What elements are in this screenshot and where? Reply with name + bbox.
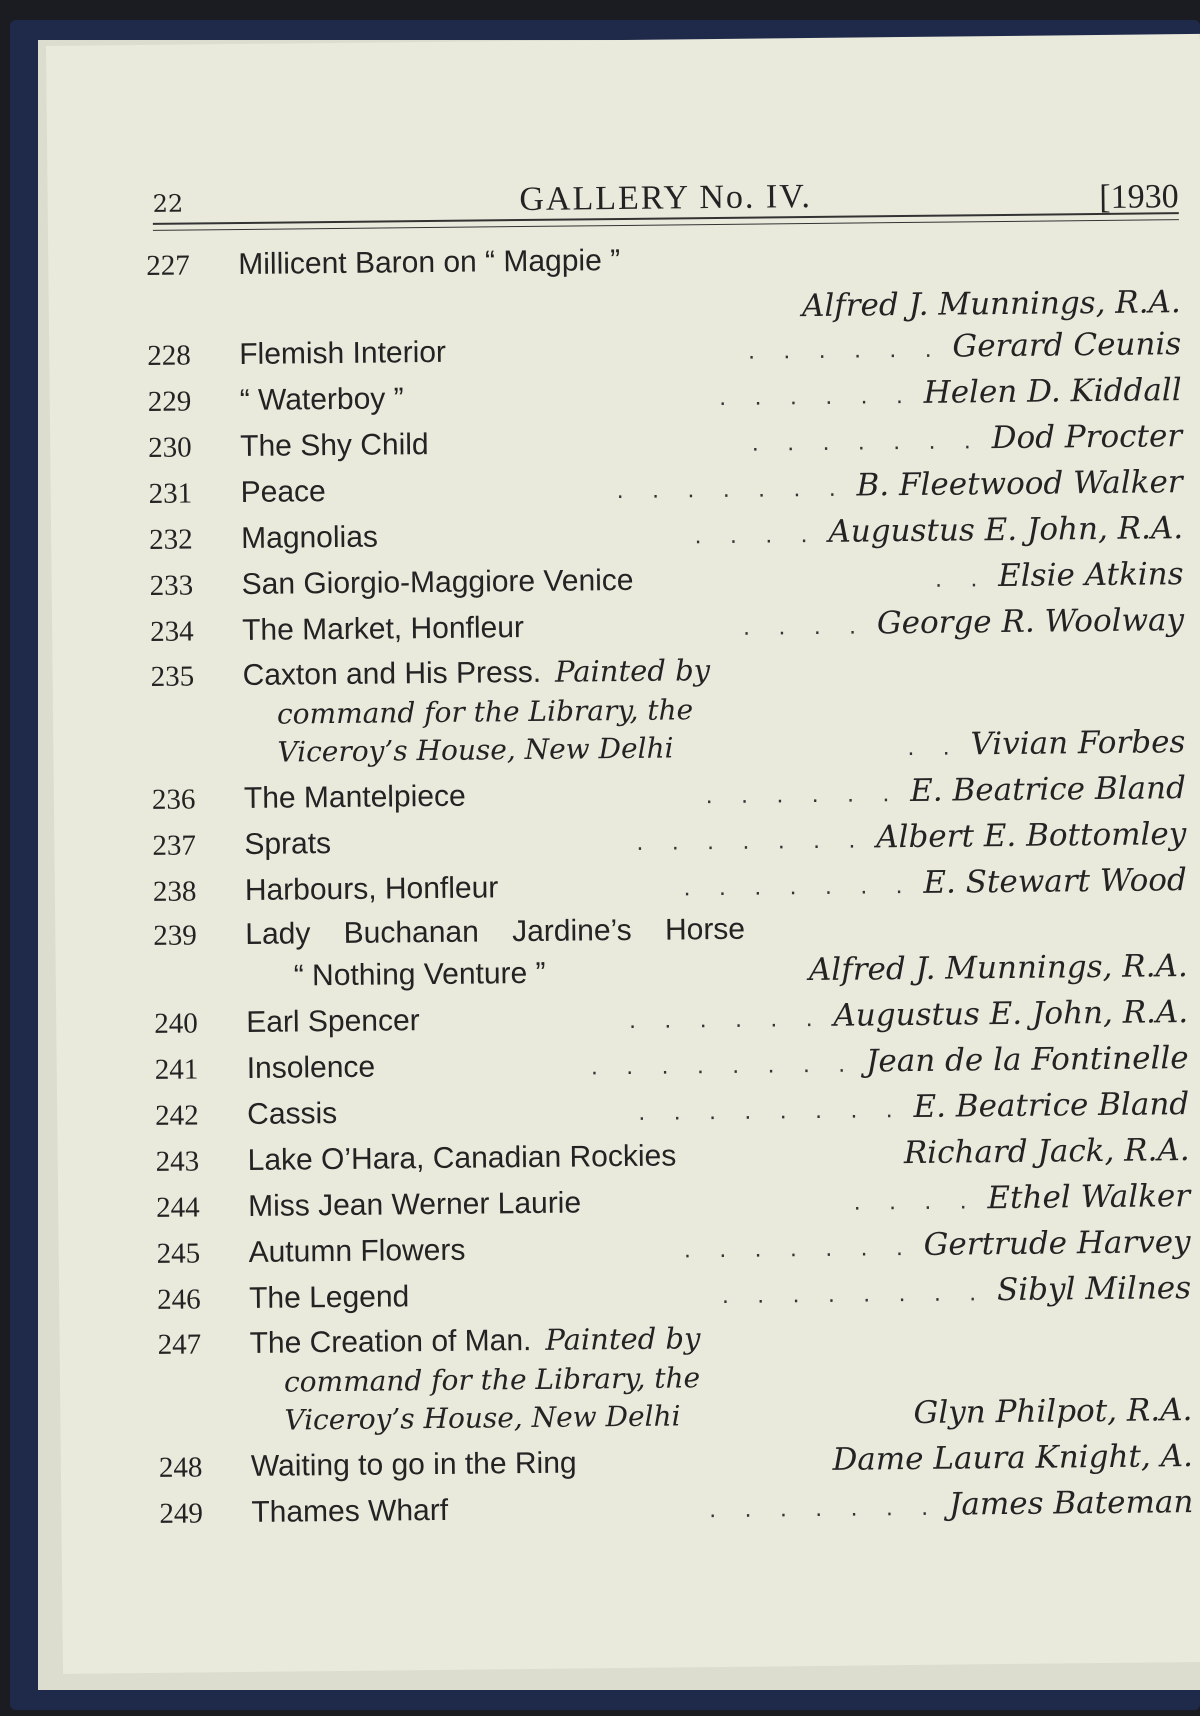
entry-artist: Albert E. Bottomley: [875, 816, 1187, 856]
entry-artist: Dod Procter: [991, 418, 1183, 457]
leader-dots: . . . .: [694, 520, 819, 550]
leader-dots: [681, 1423, 914, 1425]
entry-number: 237: [152, 829, 197, 862]
entry-title: San Giorgio-Maggiore Venice: [241, 563, 634, 601]
entry-number: 247: [157, 1328, 202, 1361]
entry-number: 234: [149, 615, 194, 648]
entry-artist: Richard Jack, R.A.: [903, 1132, 1190, 1172]
entry-title: The Mantelpiece: [243, 779, 466, 815]
entry-note-line: Viceroy’s House, New Delhi: [284, 1399, 681, 1437]
entry-number: 236: [151, 783, 196, 816]
leader-dots: [546, 980, 809, 983]
entry-artist: Gertrude Harvey: [923, 1224, 1191, 1263]
entry-number: 235: [150, 660, 195, 693]
entry-list: [146, 238, 1193, 1541]
entry-artist: Vivian Forbes: [970, 724, 1186, 763]
leader-dots: . . . . . .: [628, 1004, 824, 1034]
entry-artist: B. Fleetwood Walker: [856, 464, 1183, 504]
entry-note: Painted by: [554, 653, 711, 689]
entry-235: [150, 648, 1185, 781]
entry-note-line: Viceroy’s House, New Delhi: [277, 731, 674, 769]
entry-number: 238: [152, 875, 197, 908]
page-header: [152, 134, 1179, 219]
entry-artist: Augustus E. John, R.A.: [833, 994, 1189, 1034]
entry-artist: Alfred J. Munnings, R.A.: [801, 284, 1181, 325]
catalogue-page: [46, 34, 1200, 1674]
leader-dots: . . . . . . .: [751, 427, 982, 457]
entry-title: Insolence: [246, 1050, 376, 1085]
entry-title: Thames Wharf: [251, 1493, 449, 1529]
entry-artist: Sibyl Milnes: [996, 1270, 1192, 1309]
entry-number: 229: [147, 385, 192, 418]
entry-title: Harbours, Honfleur: [244, 871, 499, 907]
entry-title: Earl Spencer: [246, 1004, 420, 1039]
entry-number: 230: [148, 431, 192, 464]
entry-title: Autumn Flowers: [248, 1233, 466, 1269]
entry-number: 243: [155, 1145, 200, 1178]
entry-title-line: “ Nothing Venture ”: [293, 956, 546, 993]
entry-artist: Helen D. Kiddall: [923, 372, 1182, 411]
entry-number: 245: [156, 1237, 201, 1270]
entry-number: 246: [156, 1283, 201, 1316]
entry-artist: Elsie Atkins: [997, 556, 1184, 595]
entry-title: “ Waterboy ”: [239, 382, 404, 417]
entry-artist: E. Beatrice Bland: [909, 770, 1187, 809]
entry-239: [153, 908, 1188, 1005]
entry-title: Lake O’Hara, Canadian Rockies: [247, 1139, 677, 1177]
entry-number: 249: [159, 1497, 204, 1530]
leader-dots: . . . . . . .: [616, 474, 847, 505]
entry-title: Magnolias: [240, 520, 379, 555]
leader-dots: . . . . . .: [705, 780, 901, 810]
entry-number: 241: [154, 1053, 199, 1086]
entry-artist: Augustus E. John, R.A.: [828, 510, 1184, 550]
entry-249: [159, 1484, 1193, 1541]
entry-note-line: command for the Library, the: [276, 693, 694, 731]
leader-dots: . . . . . . .: [683, 1233, 914, 1264]
leader-dots: . . . . . .: [747, 335, 943, 365]
entry-artist: E. Stewart Wood: [923, 862, 1187, 901]
entry-title: Waiting to go in the Ring: [250, 1446, 577, 1483]
leader-dots: [676, 1163, 904, 1165]
entry-artist: Alfred J. Munnings, R.A.: [808, 948, 1188, 989]
entry-artist: Glyn Philpot, R.A.: [913, 1392, 1193, 1431]
leader-dots: . . . . . . .: [636, 826, 867, 856]
entry-title: Millicent Baron on “ Magpie ”: [238, 244, 621, 281]
entry-number: 228: [147, 339, 191, 372]
entry-number: 232: [149, 523, 193, 556]
entry-note-line: command for the Library, the: [283, 1361, 701, 1399]
entry-title: Lady Buchanan Jardine’s Horse: [245, 912, 746, 951]
entry-number: 244: [156, 1191, 200, 1224]
entry-title: Flemish Interior: [239, 335, 447, 371]
leader-dots: [577, 1470, 833, 1473]
leader-dots: . . . . . . . .: [638, 1096, 904, 1126]
entry-number: 239: [153, 919, 197, 952]
entry-247: [157, 1316, 1192, 1449]
entry-number: 227: [146, 249, 190, 282]
entry-number: 233: [149, 569, 194, 602]
entry-artist: Dame Laura Knight, A.: [832, 1438, 1194, 1478]
entry-title: The Creation of Man.: [249, 1323, 532, 1360]
entry-title: Miss Jean Werner Laurie: [247, 1186, 582, 1223]
leader-dots: . . . . . . .: [683, 871, 914, 902]
entry-title: Sprats: [244, 827, 332, 861]
gallery-title: GALLERY No. IV.: [519, 177, 813, 219]
entry-number: 248: [158, 1451, 203, 1484]
entry-title: Cassis: [247, 1097, 338, 1131]
entry-artist: E. Beatrice Bland: [913, 1086, 1190, 1125]
entry-number: 242: [155, 1099, 199, 1132]
leader-dots: . . . .: [853, 1187, 978, 1216]
leader-dots: . . . . . . .: [709, 1493, 940, 1524]
leader-dots: . . . .: [743, 612, 868, 641]
entry-artist: Ethel Walker: [987, 1178, 1191, 1217]
entry-title: Peace: [240, 475, 326, 509]
entry-227: [146, 238, 1181, 337]
entry-artist: James Bateman: [948, 1484, 1194, 1523]
entry-artist: George R. Woolway: [876, 602, 1185, 642]
leader-dots: . . . . . . . .: [590, 1050, 857, 1081]
entry-number: 231: [148, 477, 193, 510]
leader-dots: . . . . . .: [719, 381, 914, 411]
entry-note: Painted by: [545, 1321, 701, 1357]
entry-title: The Legend: [248, 1280, 410, 1315]
year: [1930: [1099, 178, 1179, 216]
leader-dots: . .: [907, 733, 961, 762]
entry-number: 240: [154, 1007, 198, 1040]
entry-artist: Gerard Ceunis: [952, 326, 1182, 365]
entry-artist: Jean de la Fontinelle: [865, 1040, 1189, 1080]
page-number: 22: [152, 189, 184, 218]
leader-dots: . .: [935, 565, 989, 593]
leader-dots: . . . . . . . .: [721, 1279, 988, 1309]
entry-title: The Market, Honfleur: [241, 611, 525, 647]
entry-title: The Shy Child: [240, 428, 429, 463]
entry-title: Caxton and His Press.: [242, 655, 542, 692]
